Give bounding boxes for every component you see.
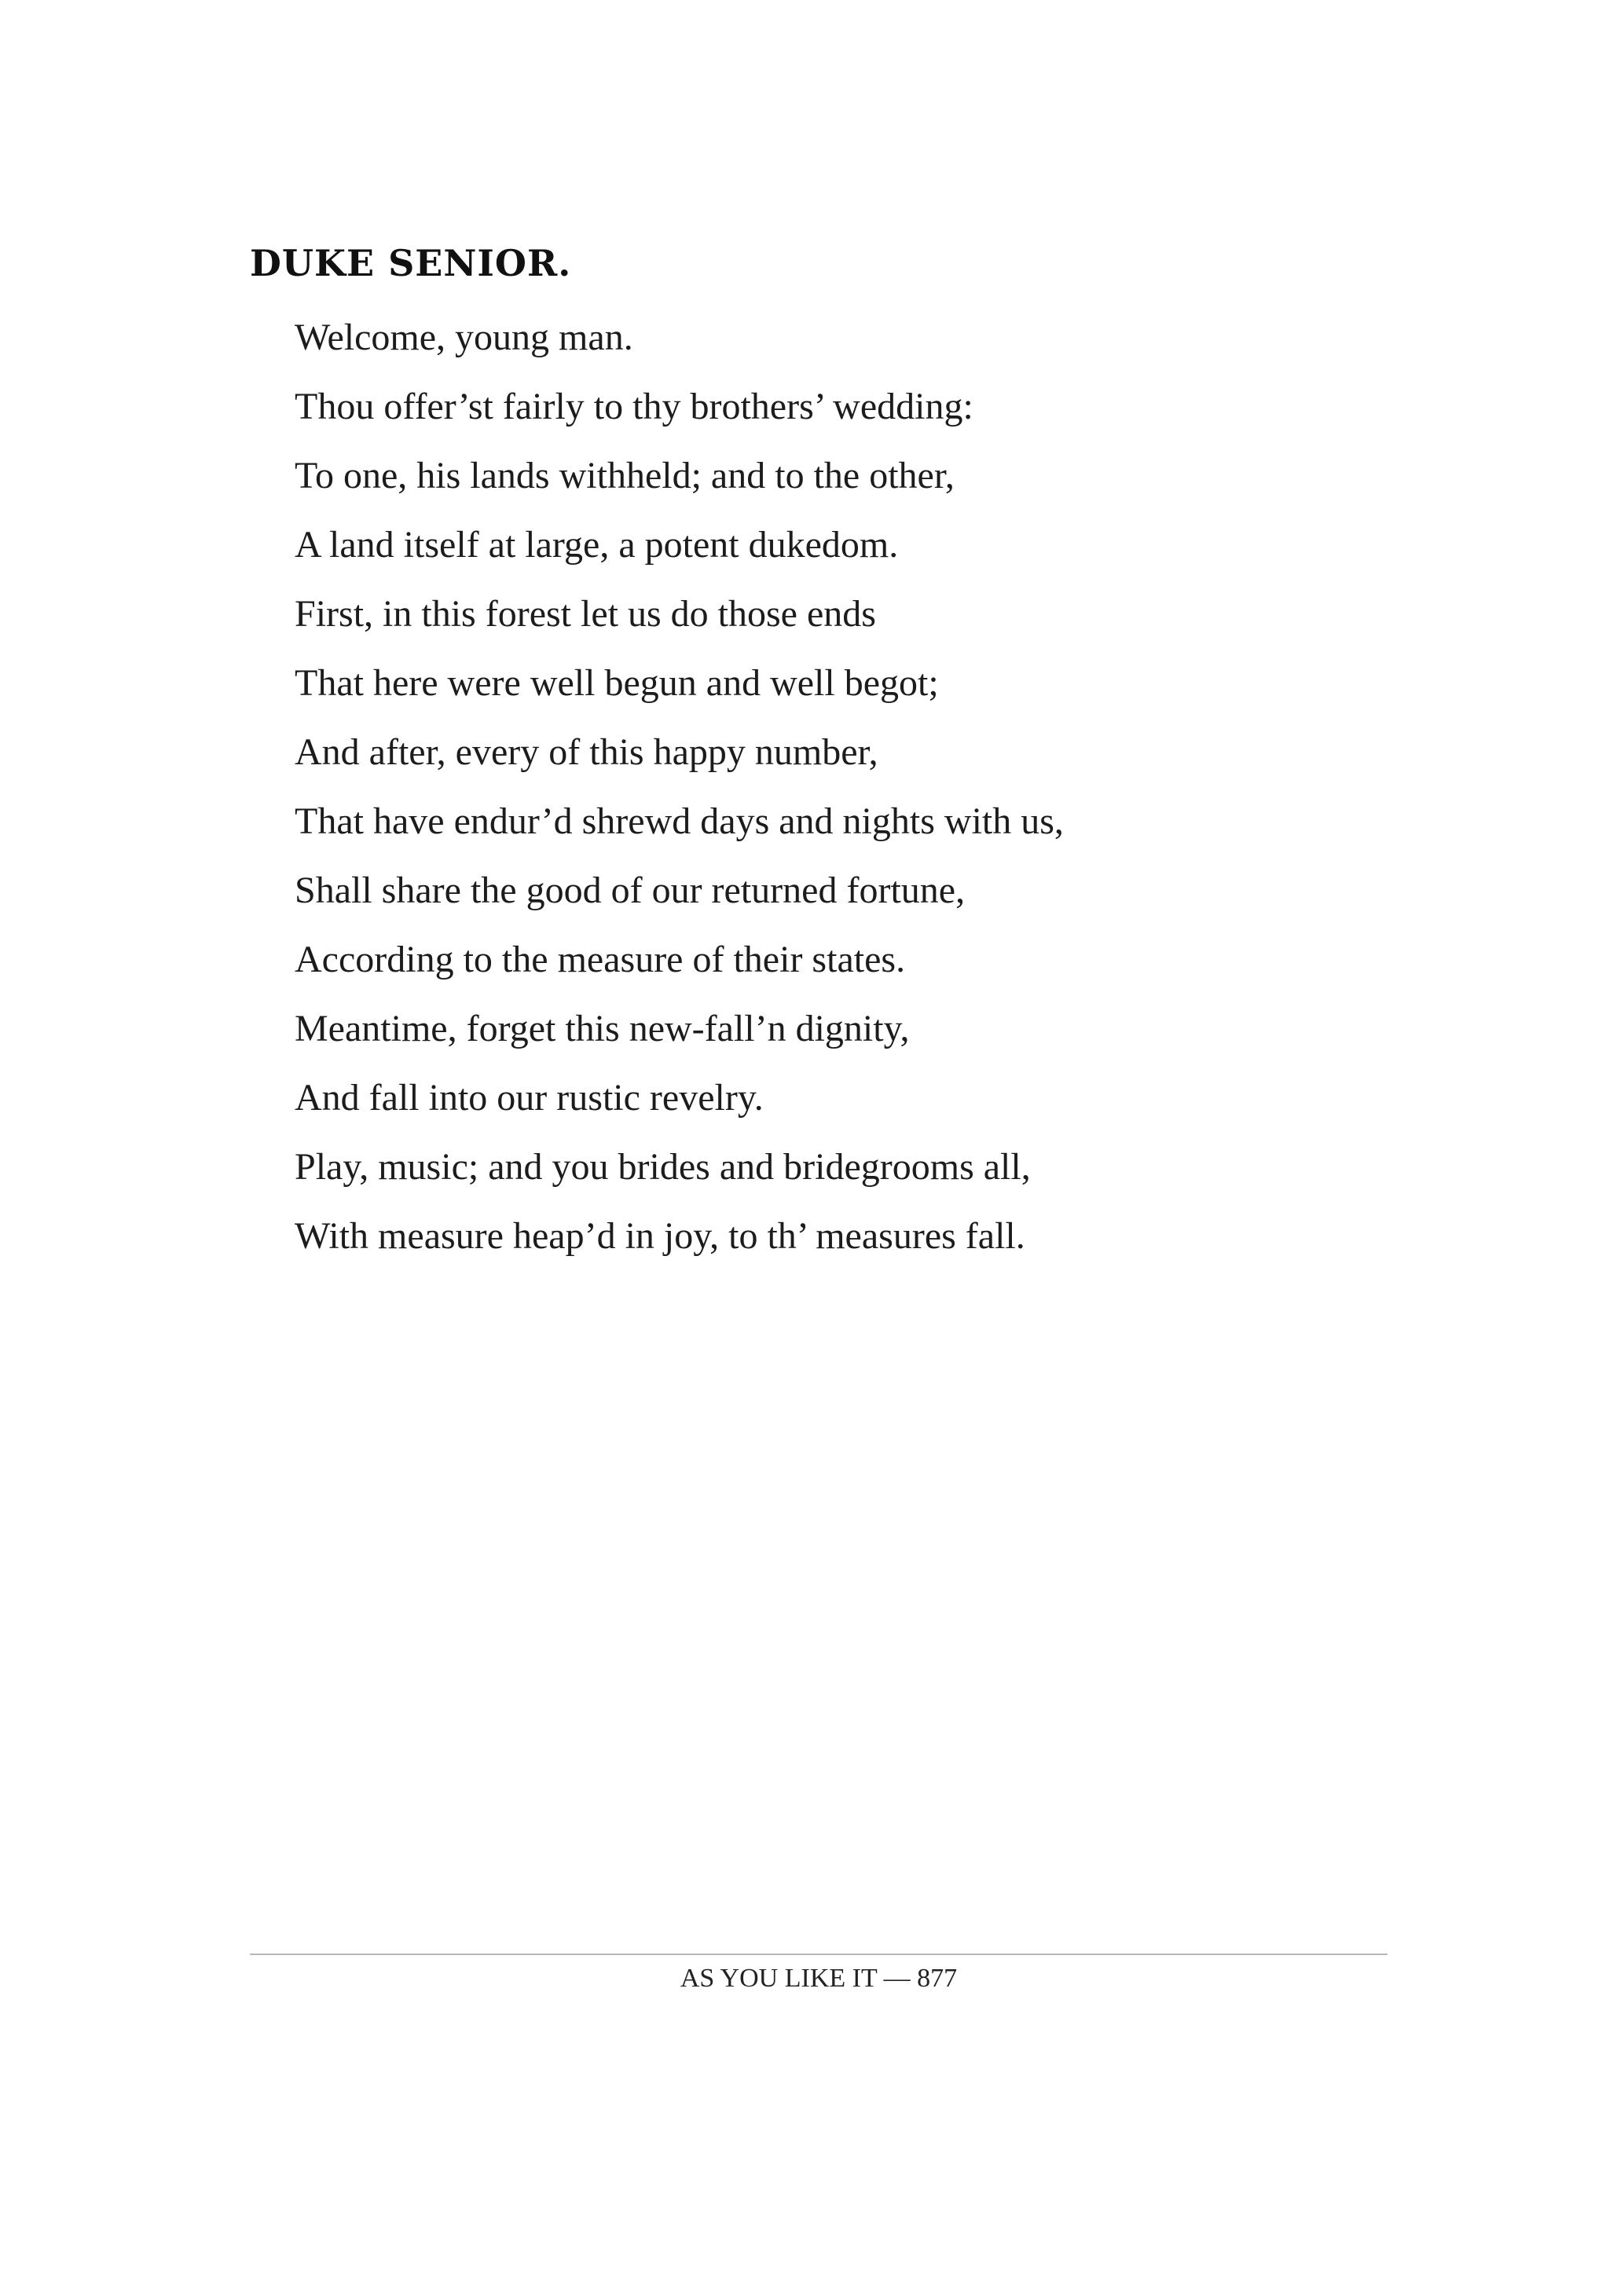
verse-line: To one, his lands withheld; and to the other, bbox=[295, 455, 955, 496]
verse-line: According to the measure of their states. bbox=[295, 939, 906, 980]
verse-line: With measure heap’d in joy, to th’ measures fall. bbox=[295, 1215, 1025, 1257]
verse-line: That have endur’d shrewd days and nights with us, bbox=[295, 800, 1064, 842]
verse-line: First, in this forest let us do those ends bbox=[295, 593, 876, 635]
verse-line: Shall share the good of our returned fortune, bbox=[295, 870, 966, 911]
verse-line: And after, every of this happy number, bbox=[295, 731, 878, 773]
footer-divider bbox=[250, 1954, 1388, 1955]
verse-line: Thou offer’st fairly to thy brothers’ wedding: bbox=[295, 386, 973, 427]
running-footer: AS YOU LIKE IT — 877 bbox=[680, 1964, 958, 1993]
verse-line: That here were well begun and well begot; bbox=[295, 662, 939, 704]
verse-line: And fall into our rustic revelry. bbox=[295, 1077, 764, 1119]
verse-line: A land itself at large, a potent dukedom. bbox=[295, 524, 899, 566]
speaker-name: DUKE SENIOR. bbox=[250, 242, 572, 284]
verse-block bbox=[295, 310, 1064, 1278]
verse-line: Play, music; and you brides and bridegrooms all, bbox=[295, 1146, 1031, 1188]
verse-line: Welcome, young man. bbox=[295, 317, 633, 358]
verse-line: Meantime, forget this new-fall’n dignity, bbox=[295, 1008, 910, 1049]
